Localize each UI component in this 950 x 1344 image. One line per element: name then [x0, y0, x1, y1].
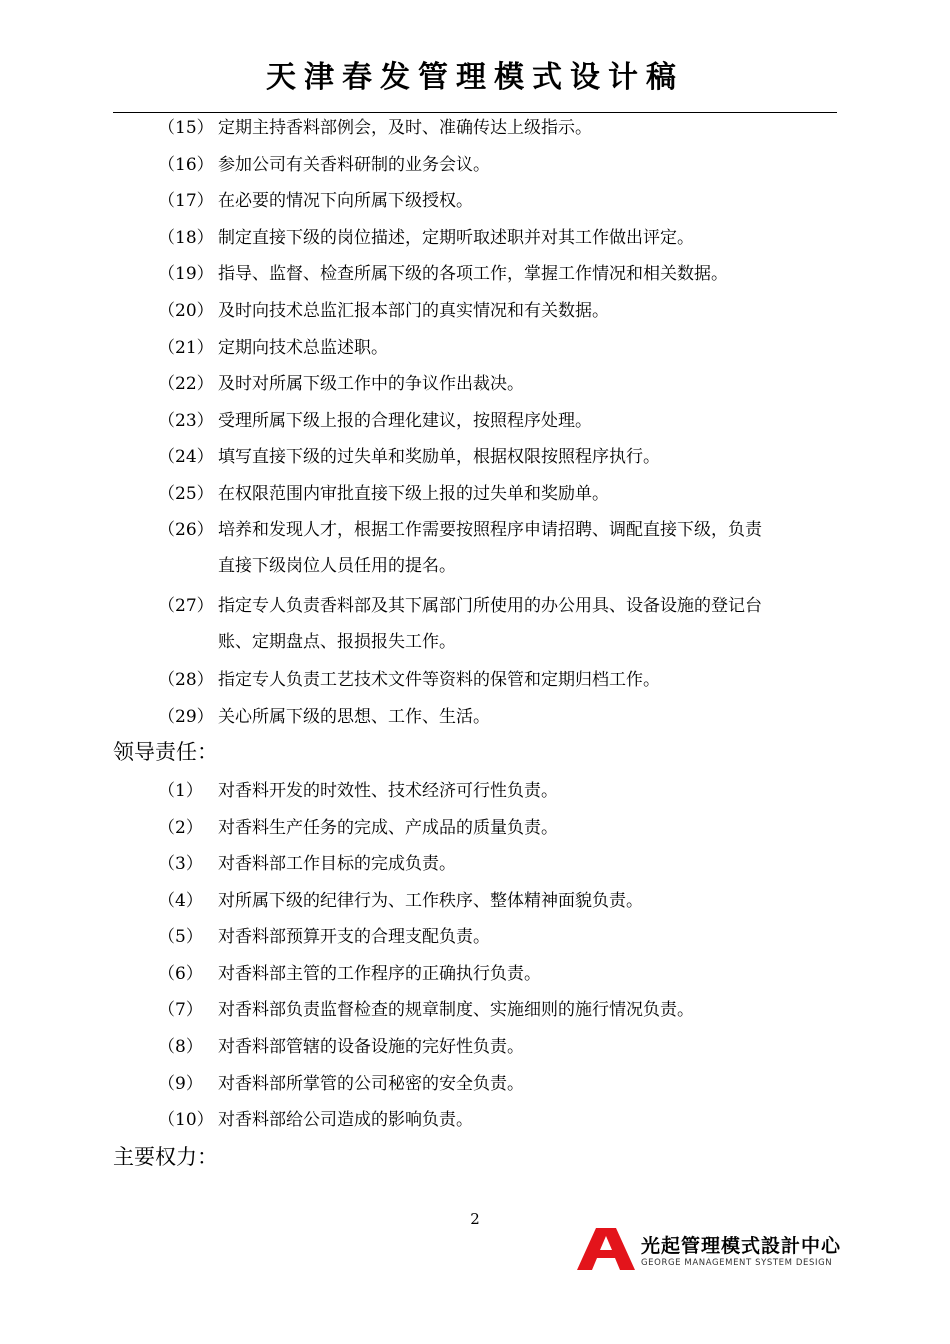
item-text: 及时向技术总监汇报本部门的真实情况和有关数据。: [218, 301, 609, 321]
item-text-continued: 直接下级岗位人员任用的提名。: [218, 556, 456, 576]
section-heading-leadership: 领导责任：: [113, 740, 218, 764]
item-number: （25）: [158, 484, 214, 504]
item-number: （28）: [158, 670, 214, 690]
item-number: （23）: [158, 411, 214, 431]
item-text: 对香料部所掌管的公司秘密的安全负责。: [218, 1074, 524, 1094]
item-number: （22）: [158, 374, 214, 394]
item-text: 指导、监督、检查所属下级的各项工作，掌握工作情况和相关数据。: [218, 264, 728, 284]
item-text: 关心所属下级的思想、工作、生活。: [218, 707, 490, 727]
logo-a-mark-icon: [577, 1228, 635, 1270]
item-text: 对香料部负责监督检查的规章制度、实施细则的施行情况负责。: [218, 1000, 694, 1020]
company-logo: [577, 1228, 842, 1272]
item-number: （7）: [158, 1000, 203, 1020]
item-number: （27）: [158, 596, 214, 616]
item-number: （10）: [158, 1110, 214, 1130]
item-number: （18）: [158, 228, 214, 248]
item-text: 在权限范围内审批直接下级上报的过失单和奖励单。: [218, 484, 609, 504]
item-number: （16）: [158, 155, 214, 175]
item-text: 指定专人负责香料部及其下属部门所使用的办公用具、设备设施的登记台: [218, 596, 762, 616]
item-text: 对香料开发的时效性、技术经济可行性负责。: [218, 781, 558, 801]
item-number: （15）: [158, 118, 214, 138]
item-text: 制定直接下级的岗位描述，定期听取述职并对其工作做出评定。: [218, 228, 694, 248]
item-text: 对香料部工作目标的完成负责。: [218, 854, 456, 874]
page-number: 2: [470, 1210, 480, 1228]
item-number: （26）: [158, 520, 214, 540]
item-text: 定期向技术总监述职。: [218, 338, 388, 358]
item-text: 参加公司有关香料研制的业务会议。: [218, 155, 490, 175]
item-text: 定期主持香料部例会，及时、准确传达上级指示。: [218, 118, 592, 138]
item-number: （20）: [158, 301, 214, 321]
logo-chinese-name: 光起管理模式設計中心: [641, 1235, 842, 1257]
item-text: 对香料部管辖的设备设施的完好性负责。: [218, 1037, 524, 1057]
item-number: （17）: [158, 191, 214, 211]
header-divider: [113, 112, 837, 113]
item-text: 培养和发现人才，根据工作需要按照程序申请招聘、调配直接下级，负责: [218, 520, 762, 540]
item-number: （2）: [158, 818, 203, 838]
item-text: 及时对所属下级工作中的争议作出裁决。: [218, 374, 524, 394]
item-text: 对香料部预算开支的合理支配负责。: [218, 927, 490, 947]
item-text: 指定专人负责工艺技术文件等资料的保管和定期归档工作。: [218, 670, 660, 690]
logo-english-name: GEORGE MANAGEMENT SYSTEM DESIGN: [641, 1258, 833, 1268]
item-text: 在必要的情况下向所属下级授权。: [218, 191, 473, 211]
item-number: （1）: [158, 781, 203, 801]
section-heading-powers: 主要权力：: [113, 1145, 218, 1169]
item-text: 对香料部主管的工作程序的正确执行负责。: [218, 964, 541, 984]
item-number: （4）: [158, 891, 203, 911]
item-number: （9）: [158, 1074, 203, 1094]
item-text-continued: 账、定期盘点、报损报失工作。: [218, 632, 456, 652]
item-number: （24）: [158, 447, 214, 467]
document-header-title: 天津春发管理模式设计稿: [266, 60, 684, 95]
item-text: 对香料生产任务的完成、产成品的质量负责。: [218, 818, 558, 838]
item-number: （19）: [158, 264, 214, 284]
item-text: 受理所属下级上报的合理化建议，按照程序处理。: [218, 411, 592, 431]
item-number: （8）: [158, 1037, 203, 1057]
item-number: （5）: [158, 927, 203, 947]
item-text: 对所属下级的纪律行为、工作秩序、整体精神面貌负责。: [218, 891, 643, 911]
item-text: 对香料部给公司造成的影响负责。: [218, 1110, 473, 1130]
item-number: （6）: [158, 964, 203, 984]
item-number: （21）: [158, 338, 214, 358]
item-number: （3）: [158, 854, 203, 874]
item-text: 填写直接下级的过失单和奖励单，根据权限按照程序执行。: [218, 447, 660, 467]
item-number: （29）: [158, 707, 214, 727]
